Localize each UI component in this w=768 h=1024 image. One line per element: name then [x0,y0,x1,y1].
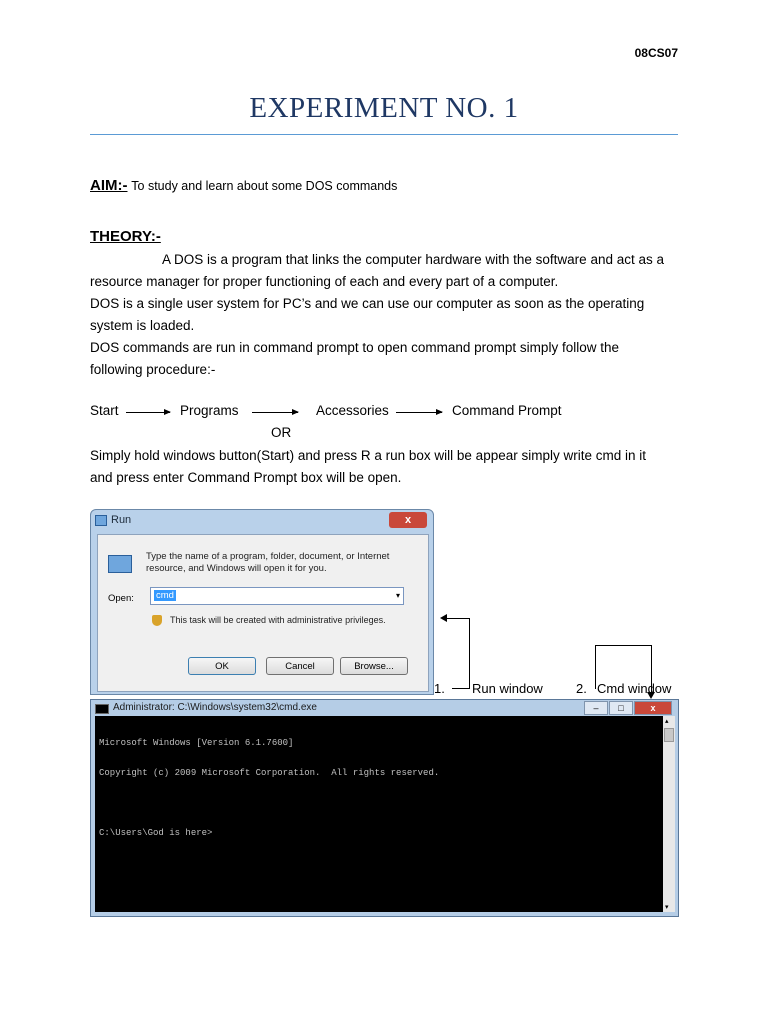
close-icon[interactable]: x [634,701,672,715]
aim-label: AIM:- [90,177,128,194]
browse-button[interactable]: Browse... [340,657,408,675]
procedure-flow [90,403,690,425]
cmd-output [99,718,439,858]
run-open-value: cmd [156,590,174,601]
annotation-line [469,618,470,689]
flow-or: OR [271,425,292,440]
title-divider [90,134,678,135]
hint-line-1: Simply hold windows button(Start) and press R a run box will be appear simply write cmd in it [90,448,646,463]
scrollbar-thumb[interactable] [664,728,674,742]
theory-p2a: DOS is a single user system for PC’s and we can use our computer as soon as the operating [90,296,645,311]
aim-section [90,175,690,197]
cmd-window-controls [583,701,672,715]
maximize-icon[interactable]: □ [609,701,633,715]
minimize-icon[interactable]: – [584,701,608,715]
annotation-1-label: Run window [472,681,543,696]
hint-line-2: and press enter Command Prompt box will be open. [90,470,402,485]
annotation-1-number: 1. [434,681,445,696]
cmd-line: Copyright (c) 2009 Microsoft Corporation. All rights reserved. [99,768,440,778]
theory-p2b: system is loaded. [90,318,195,333]
run-description: Type the name of a program, folder, document, or Internet resource, and Windows will open it for you. [146,551,390,574]
ok-button[interactable]: OK [188,657,256,675]
cmd-line: Microsoft Windows [Version 6.1.7600] [99,738,294,748]
theory-p1-indent: A DOS is a program that links the computer hardware with the software and act as a [162,252,664,267]
run-app-icon [95,515,107,526]
cmd-console[interactable] [95,716,675,912]
annotation-line [446,618,470,619]
dropdown-arrow-icon[interactable]: ▾ [395,591,400,600]
flow-step-command-prompt: Command Prompt [452,403,562,418]
cmd-line [99,798,439,808]
annotation-2-label: Cmd window [597,681,672,696]
run-dialog [90,509,434,695]
hint-text [90,445,690,489]
annotation-line [595,645,596,689]
run-open-input[interactable] [150,587,404,605]
cmd-window [90,699,679,917]
flow-step-accessories: Accessories [316,403,389,418]
annotation-arrow-icon [440,614,447,622]
roll-number: 08CS07 [634,46,678,60]
theory-body [90,249,690,381]
aim-text: To study and learn about some DOS commands [131,179,398,193]
annotation-2-number: 2. [576,681,587,696]
scroll-down-icon[interactable]: ▾ [665,904,669,911]
run-dialog-body [97,534,429,692]
run-open-label: Open: [108,593,134,604]
theory-label: THEORY:- [90,228,161,245]
theory-heading [90,226,690,248]
flow-arrow [396,412,442,413]
cmd-prompt-line: C:\Users\God is here> [99,828,213,838]
shield-icon [152,615,162,626]
cancel-button[interactable]: Cancel [266,657,334,675]
run-admin-note: This task will be created with administrative privileges. [170,615,386,625]
run-dialog-title: Run [111,514,132,526]
theory-p3a: DOS commands are run in command prompt to open command prompt simply follow the [90,340,619,355]
flow-step-start: Start [90,403,119,418]
annotation-line [595,645,651,646]
flow-step-programs: Programs [180,403,239,418]
flow-arrow [252,412,298,413]
theory-p3b: following procedure:- [90,362,216,377]
cmd-window-title: Administrator: C:\Windows\system32\cmd.exe [113,702,317,713]
cmd-app-icon [95,704,109,714]
cmd-scrollbar[interactable] [663,716,675,912]
theory-p1-rest: resource manager for proper functioning of each and every part of a computer. [90,274,559,289]
flow-arrow [126,412,170,413]
annotation-line [452,688,470,689]
page-title: EXPERIMENT NO. 1 [249,92,519,124]
run-program-icon [108,555,132,573]
close-icon[interactable]: x [389,512,427,528]
scroll-up-icon[interactable]: ▴ [665,718,669,725]
